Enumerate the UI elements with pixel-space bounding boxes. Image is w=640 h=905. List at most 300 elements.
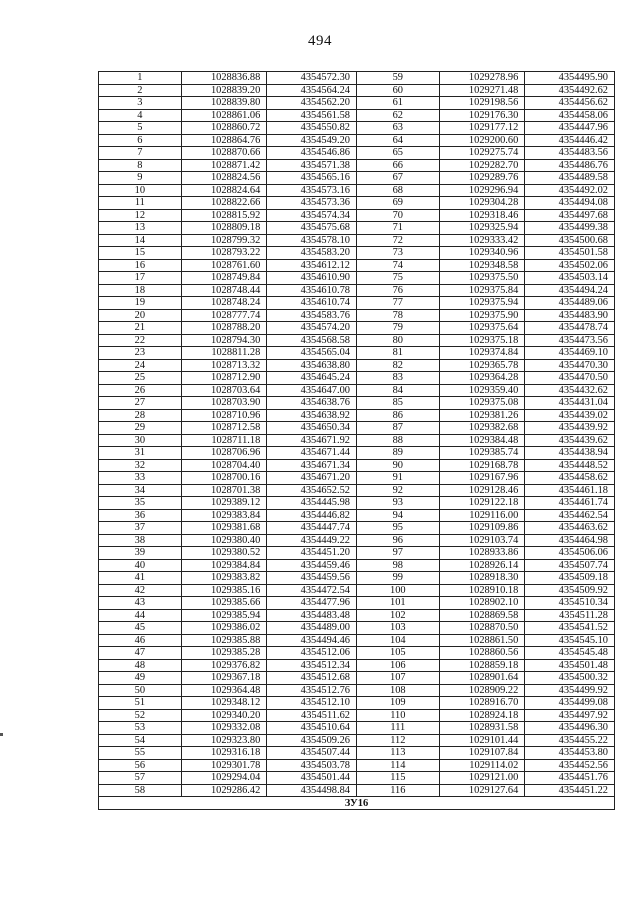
left-point-number: 5 — [99, 122, 182, 135]
left-x-coordinate: 1028839.20 — [181, 84, 267, 97]
right-x-coordinate: 1029275.74 — [439, 147, 525, 160]
left-point-number: 51 — [99, 697, 182, 710]
right-x-coordinate: 1029365.78 — [439, 359, 525, 372]
right-point-number: 63 — [356, 122, 439, 135]
right-x-coordinate: 1028910.18 — [439, 584, 525, 597]
table-row — [99, 197, 615, 210]
left-y-coordinate: 4354638.92 — [267, 409, 357, 422]
right-x-coordinate: 1029121.00 — [439, 772, 525, 785]
table-row — [99, 397, 615, 410]
left-y-coordinate: 4354612.12 — [267, 259, 357, 272]
left-y-coordinate: 4354459.56 — [267, 572, 357, 585]
left-point-number: 23 — [99, 347, 182, 360]
right-point-number: 78 — [356, 309, 439, 322]
right-y-coordinate: 4354453.80 — [525, 747, 615, 760]
right-y-coordinate: 4354511.28 — [525, 609, 615, 622]
right-point-number: 69 — [356, 197, 439, 210]
right-x-coordinate: 1028926.14 — [439, 559, 525, 572]
right-x-coordinate: 1028869.58 — [439, 609, 525, 622]
left-point-number: 56 — [99, 759, 182, 772]
left-y-coordinate: 4354445.98 — [267, 497, 357, 510]
left-y-coordinate: 4354501.44 — [267, 772, 357, 785]
right-y-coordinate: 4354439.02 — [525, 409, 615, 422]
right-y-coordinate: 4354492.62 — [525, 84, 615, 97]
left-point-number: 15 — [99, 247, 182, 260]
right-y-coordinate: 4354456.62 — [525, 97, 615, 110]
left-point-number: 19 — [99, 297, 182, 310]
right-x-coordinate: 1028902.10 — [439, 597, 525, 610]
left-point-number: 10 — [99, 184, 182, 197]
left-x-coordinate: 1028860.72 — [181, 122, 267, 135]
right-point-number: 94 — [356, 509, 439, 522]
left-point-number: 21 — [99, 322, 182, 335]
left-y-coordinate: 4354562.20 — [267, 97, 357, 110]
left-y-coordinate: 4354477.96 — [267, 597, 357, 610]
table-row — [99, 534, 615, 547]
right-point-number: 61 — [356, 97, 439, 110]
right-y-coordinate: 4354500.68 — [525, 234, 615, 247]
right-x-coordinate: 1028909.22 — [439, 684, 525, 697]
right-x-coordinate: 1029375.18 — [439, 334, 525, 347]
left-point-number: 20 — [99, 309, 182, 322]
left-x-coordinate: 1028711.18 — [181, 434, 267, 447]
left-y-coordinate: 4354561.58 — [267, 109, 357, 122]
right-point-number: 80 — [356, 334, 439, 347]
left-y-coordinate: 4354583.20 — [267, 247, 357, 260]
table-row — [99, 559, 615, 572]
left-x-coordinate: 1029294.04 — [181, 772, 267, 785]
left-y-coordinate: 4354512.06 — [267, 647, 357, 660]
right-y-coordinate: 4354462.54 — [525, 509, 615, 522]
table-row — [99, 772, 615, 785]
left-x-coordinate: 1029323.80 — [181, 734, 267, 747]
right-point-number: 109 — [356, 697, 439, 710]
left-y-coordinate: 4354573.36 — [267, 197, 357, 210]
left-y-coordinate: 4354638.76 — [267, 397, 357, 410]
right-y-coordinate: 4354507.74 — [525, 559, 615, 572]
left-y-coordinate: 4354512.10 — [267, 697, 357, 710]
table-row — [99, 434, 615, 447]
right-y-coordinate: 4354489.58 — [525, 172, 615, 185]
left-y-coordinate: 4354645.24 — [267, 372, 357, 385]
right-y-coordinate: 4354489.06 — [525, 297, 615, 310]
left-x-coordinate: 1029367.18 — [181, 672, 267, 685]
left-point-number: 9 — [99, 172, 182, 185]
table-row — [99, 234, 615, 247]
left-point-number: 31 — [99, 447, 182, 460]
table-row — [99, 247, 615, 260]
left-y-coordinate: 4354507.44 — [267, 747, 357, 760]
left-x-coordinate: 1028761.60 — [181, 259, 267, 272]
left-point-number: 50 — [99, 684, 182, 697]
table-row — [99, 222, 615, 235]
left-point-number: 55 — [99, 747, 182, 760]
right-x-coordinate: 1028861.50 — [439, 634, 525, 647]
right-point-number: 82 — [356, 359, 439, 372]
right-y-coordinate: 4354483.90 — [525, 309, 615, 322]
table-row — [99, 722, 615, 735]
left-x-coordinate: 1029332.08 — [181, 722, 267, 735]
left-x-coordinate: 1028712.90 — [181, 372, 267, 385]
left-point-number: 54 — [99, 734, 182, 747]
table-row — [99, 597, 615, 610]
right-point-number: 90 — [356, 459, 439, 472]
left-y-coordinate: 4354511.62 — [267, 709, 357, 722]
left-x-coordinate: 1028811.28 — [181, 347, 267, 360]
right-x-coordinate: 1029325.94 — [439, 222, 525, 235]
right-x-coordinate: 1028870.50 — [439, 622, 525, 635]
right-point-number: 93 — [356, 497, 439, 510]
table-footer-row — [99, 797, 615, 810]
table-row — [99, 509, 615, 522]
left-point-number: 12 — [99, 209, 182, 222]
right-point-number: 110 — [356, 709, 439, 722]
right-x-coordinate: 1029122.18 — [439, 497, 525, 510]
right-x-coordinate: 1029318.46 — [439, 209, 525, 222]
left-y-coordinate: 4354449.22 — [267, 534, 357, 547]
left-y-coordinate: 4354671.20 — [267, 472, 357, 485]
right-point-number: 95 — [356, 522, 439, 535]
left-x-coordinate: 1029364.48 — [181, 684, 267, 697]
coordinates-table — [98, 71, 615, 810]
table-row — [99, 159, 615, 172]
table-row — [99, 484, 615, 497]
table-row — [99, 359, 615, 372]
left-point-number: 43 — [99, 597, 182, 610]
right-point-number: 64 — [356, 134, 439, 147]
right-point-number: 102 — [356, 609, 439, 622]
right-y-coordinate: 4354464.98 — [525, 534, 615, 547]
left-point-number: 30 — [99, 434, 182, 447]
right-point-number: 111 — [356, 722, 439, 735]
left-x-coordinate: 1028871.42 — [181, 159, 267, 172]
left-x-coordinate: 1028822.66 — [181, 197, 267, 210]
left-x-coordinate: 1028839.80 — [181, 97, 267, 110]
right-point-number: 65 — [356, 147, 439, 160]
left-x-coordinate: 1028700.16 — [181, 472, 267, 485]
left-y-coordinate: 4354575.68 — [267, 222, 357, 235]
left-x-coordinate: 1029386.02 — [181, 622, 267, 635]
right-x-coordinate: 1029176.30 — [439, 109, 525, 122]
left-y-coordinate: 4354565.16 — [267, 172, 357, 185]
right-y-coordinate: 4354463.62 — [525, 522, 615, 535]
right-y-coordinate: 4354499.38 — [525, 222, 615, 235]
right-point-number: 86 — [356, 409, 439, 422]
left-point-number: 3 — [99, 97, 182, 110]
table-row — [99, 584, 615, 597]
left-point-number: 33 — [99, 472, 182, 485]
table-row — [99, 497, 615, 510]
right-y-coordinate: 4354446.42 — [525, 134, 615, 147]
left-x-coordinate: 1029385.88 — [181, 634, 267, 647]
table-row — [99, 672, 615, 685]
table-row — [99, 609, 615, 622]
right-y-coordinate: 4354499.08 — [525, 697, 615, 710]
left-y-coordinate: 4354512.68 — [267, 672, 357, 685]
right-x-coordinate: 1029359.40 — [439, 384, 525, 397]
right-point-number: 87 — [356, 422, 439, 435]
left-x-coordinate: 1028748.44 — [181, 284, 267, 297]
right-x-coordinate: 1029282.70 — [439, 159, 525, 172]
right-point-number: 84 — [356, 384, 439, 397]
right-point-number: 83 — [356, 372, 439, 385]
table-row — [99, 709, 615, 722]
left-point-number: 14 — [99, 234, 182, 247]
left-x-coordinate: 1029389.12 — [181, 497, 267, 510]
right-x-coordinate: 1028901.64 — [439, 672, 525, 685]
right-point-number: 101 — [356, 597, 439, 610]
left-x-coordinate: 1029380.52 — [181, 547, 267, 560]
right-y-coordinate: 4354506.06 — [525, 547, 615, 560]
left-y-coordinate: 4354494.46 — [267, 634, 357, 647]
left-x-coordinate: 1029385.16 — [181, 584, 267, 597]
left-x-coordinate: 1028703.64 — [181, 384, 267, 397]
left-x-coordinate: 1028836.88 — [181, 72, 267, 85]
left-y-coordinate: 4354550.82 — [267, 122, 357, 135]
table-row — [99, 522, 615, 535]
left-x-coordinate: 1028793.22 — [181, 247, 267, 260]
left-y-coordinate: 4354512.76 — [267, 684, 357, 697]
left-point-number: 29 — [99, 422, 182, 435]
right-x-coordinate: 1029278.96 — [439, 72, 525, 85]
right-point-number: 72 — [356, 234, 439, 247]
left-y-coordinate: 4354568.58 — [267, 334, 357, 347]
right-x-coordinate: 1029375.94 — [439, 297, 525, 310]
table-row — [99, 572, 615, 585]
right-x-coordinate: 1029385.74 — [439, 447, 525, 460]
table-row — [99, 659, 615, 672]
left-point-number: 53 — [99, 722, 182, 735]
left-x-coordinate: 1029385.94 — [181, 609, 267, 622]
right-y-coordinate: 4354486.76 — [525, 159, 615, 172]
right-point-number: 89 — [356, 447, 439, 460]
left-x-coordinate: 1028710.96 — [181, 409, 267, 422]
right-y-coordinate: 4354478.74 — [525, 322, 615, 335]
right-y-coordinate: 4354509.18 — [525, 572, 615, 585]
right-y-coordinate: 4354461.74 — [525, 497, 615, 510]
table-row — [99, 72, 615, 85]
table-row — [99, 334, 615, 347]
table-row — [99, 347, 615, 360]
left-y-coordinate: 4354498.84 — [267, 784, 357, 797]
right-y-coordinate: 4354494.08 — [525, 197, 615, 210]
left-point-number: 4 — [99, 109, 182, 122]
left-x-coordinate: 1029384.84 — [181, 559, 267, 572]
left-y-coordinate: 4354610.90 — [267, 272, 357, 285]
table-row — [99, 297, 615, 310]
table-row — [99, 447, 615, 460]
left-y-coordinate: 4354650.34 — [267, 422, 357, 435]
right-y-coordinate: 4354452.56 — [525, 759, 615, 772]
right-y-coordinate: 4354469.10 — [525, 347, 615, 360]
table-row — [99, 547, 615, 560]
right-x-coordinate: 1029198.56 — [439, 97, 525, 110]
right-y-coordinate: 4354458.62 — [525, 472, 615, 485]
right-x-coordinate: 1028933.86 — [439, 547, 525, 560]
right-y-coordinate: 4354448.52 — [525, 459, 615, 472]
right-y-coordinate: 4354495.90 — [525, 72, 615, 85]
left-y-coordinate: 4354546.86 — [267, 147, 357, 160]
left-point-number: 52 — [99, 709, 182, 722]
left-y-coordinate: 4354509.26 — [267, 734, 357, 747]
left-y-coordinate: 4354549.20 — [267, 134, 357, 147]
right-y-coordinate: 4354470.30 — [525, 359, 615, 372]
left-point-number: 58 — [99, 784, 182, 797]
left-x-coordinate: 1028706.96 — [181, 447, 267, 460]
left-point-number: 57 — [99, 772, 182, 785]
left-x-coordinate: 1028777.74 — [181, 309, 267, 322]
left-x-coordinate: 1028748.24 — [181, 297, 267, 310]
right-y-coordinate: 4354545.10 — [525, 634, 615, 647]
coordinates-table-body — [99, 72, 615, 810]
right-y-coordinate: 4354509.92 — [525, 584, 615, 597]
left-y-coordinate: 4354503.78 — [267, 759, 357, 772]
table-row — [99, 422, 615, 435]
table-row — [99, 97, 615, 110]
right-x-coordinate: 1029271.48 — [439, 84, 525, 97]
right-point-number: 67 — [356, 172, 439, 185]
right-point-number: 106 — [356, 659, 439, 672]
table-row — [99, 684, 615, 697]
right-y-coordinate: 4354503.14 — [525, 272, 615, 285]
left-point-number: 25 — [99, 372, 182, 385]
left-x-coordinate: 1029316.18 — [181, 747, 267, 760]
left-point-number: 35 — [99, 497, 182, 510]
right-x-coordinate: 1029375.64 — [439, 322, 525, 335]
left-x-coordinate: 1028861.06 — [181, 109, 267, 122]
table-row — [99, 747, 615, 760]
left-x-coordinate: 1029380.40 — [181, 534, 267, 547]
left-y-coordinate: 4354671.92 — [267, 434, 357, 447]
right-y-coordinate: 4354496.30 — [525, 722, 615, 735]
right-x-coordinate: 1029107.84 — [439, 747, 525, 760]
left-point-number: 24 — [99, 359, 182, 372]
right-y-coordinate: 4354432.62 — [525, 384, 615, 397]
left-y-coordinate: 4354638.80 — [267, 359, 357, 372]
right-point-number: 70 — [356, 209, 439, 222]
right-point-number: 66 — [356, 159, 439, 172]
right-y-coordinate: 4354439.92 — [525, 422, 615, 435]
left-point-number: 45 — [99, 622, 182, 635]
right-x-coordinate: 1029101.44 — [439, 734, 525, 747]
right-x-coordinate: 1029103.74 — [439, 534, 525, 547]
left-y-coordinate: 4354574.20 — [267, 322, 357, 335]
right-point-number: 60 — [356, 84, 439, 97]
left-x-coordinate: 1028870.66 — [181, 147, 267, 160]
right-y-coordinate: 4354497.92 — [525, 709, 615, 722]
right-y-coordinate: 4354497.68 — [525, 209, 615, 222]
left-point-number: 47 — [99, 647, 182, 660]
right-point-number: 62 — [356, 109, 439, 122]
right-x-coordinate: 1029340.96 — [439, 247, 525, 260]
left-x-coordinate: 1028824.56 — [181, 172, 267, 185]
left-x-coordinate: 1028794.30 — [181, 334, 267, 347]
page-number: 494 — [308, 33, 332, 49]
table-row — [99, 134, 615, 147]
left-y-coordinate: 4354483.48 — [267, 609, 357, 622]
left-point-number: 22 — [99, 334, 182, 347]
right-x-coordinate: 1029177.12 — [439, 122, 525, 135]
left-y-coordinate: 4354447.74 — [267, 522, 357, 535]
left-x-coordinate: 1028713.32 — [181, 359, 267, 372]
left-point-number: 17 — [99, 272, 182, 285]
right-y-coordinate: 4354541.52 — [525, 622, 615, 635]
right-point-number: 103 — [356, 622, 439, 635]
right-point-number: 96 — [356, 534, 439, 547]
left-x-coordinate: 1028703.90 — [181, 397, 267, 410]
left-y-coordinate: 4354574.34 — [267, 209, 357, 222]
right-x-coordinate: 1029167.96 — [439, 472, 525, 485]
table-row — [99, 209, 615, 222]
left-x-coordinate: 1028864.76 — [181, 134, 267, 147]
table-row — [99, 272, 615, 285]
left-point-number: 41 — [99, 572, 182, 585]
right-x-coordinate: 1029127.64 — [439, 784, 525, 797]
table-row — [99, 697, 615, 710]
table-row — [99, 309, 615, 322]
left-y-coordinate: 4354446.82 — [267, 509, 357, 522]
right-point-number: 105 — [356, 647, 439, 660]
right-y-coordinate: 4354501.58 — [525, 247, 615, 260]
right-x-coordinate: 1028931.58 — [439, 722, 525, 735]
right-y-coordinate: 4354473.56 — [525, 334, 615, 347]
right-x-coordinate: 1029375.90 — [439, 309, 525, 322]
left-point-number: 38 — [99, 534, 182, 547]
left-y-coordinate: 4354451.20 — [267, 547, 357, 560]
right-y-coordinate: 4354439.62 — [525, 434, 615, 447]
right-x-coordinate: 1029289.76 — [439, 172, 525, 185]
table-row — [99, 384, 615, 397]
right-y-coordinate: 4354438.94 — [525, 447, 615, 460]
right-y-coordinate: 4354545.48 — [525, 647, 615, 660]
right-x-coordinate: 1029364.28 — [439, 372, 525, 385]
left-y-coordinate: 4354564.24 — [267, 84, 357, 97]
right-point-number: 68 — [356, 184, 439, 197]
right-x-coordinate: 1029109.86 — [439, 522, 525, 535]
left-x-coordinate: 1029348.12 — [181, 697, 267, 710]
left-y-coordinate: 4354572.30 — [267, 72, 357, 85]
right-y-coordinate: 4354461.18 — [525, 484, 615, 497]
right-point-number: 100 — [356, 584, 439, 597]
right-x-coordinate: 1029374.84 — [439, 347, 525, 360]
right-x-coordinate: 1029168.78 — [439, 459, 525, 472]
left-x-coordinate: 1028824.64 — [181, 184, 267, 197]
left-y-coordinate: 4354472.54 — [267, 584, 357, 597]
left-point-number: 42 — [99, 584, 182, 597]
left-x-coordinate: 1029340.20 — [181, 709, 267, 722]
right-x-coordinate: 1028860.56 — [439, 647, 525, 660]
left-x-coordinate: 1028701.38 — [181, 484, 267, 497]
left-point-number: 16 — [99, 259, 182, 272]
scan-mark — [0, 733, 3, 736]
right-x-coordinate: 1029116.00 — [439, 509, 525, 522]
right-x-coordinate: 1029114.02 — [439, 759, 525, 772]
table-row — [99, 759, 615, 772]
right-point-number: 98 — [356, 559, 439, 572]
left-x-coordinate: 1028788.20 — [181, 322, 267, 335]
right-x-coordinate: 1029382.68 — [439, 422, 525, 435]
right-y-coordinate: 4354492.02 — [525, 184, 615, 197]
right-y-coordinate: 4354431.04 — [525, 397, 615, 410]
right-point-number: 104 — [356, 634, 439, 647]
table-row — [99, 122, 615, 135]
right-point-number: 97 — [356, 547, 439, 560]
right-x-coordinate: 1029375.08 — [439, 397, 525, 410]
left-y-coordinate: 4354671.34 — [267, 459, 357, 472]
left-point-number: 46 — [99, 634, 182, 647]
right-point-number: 114 — [356, 759, 439, 772]
right-point-number: 77 — [356, 297, 439, 310]
